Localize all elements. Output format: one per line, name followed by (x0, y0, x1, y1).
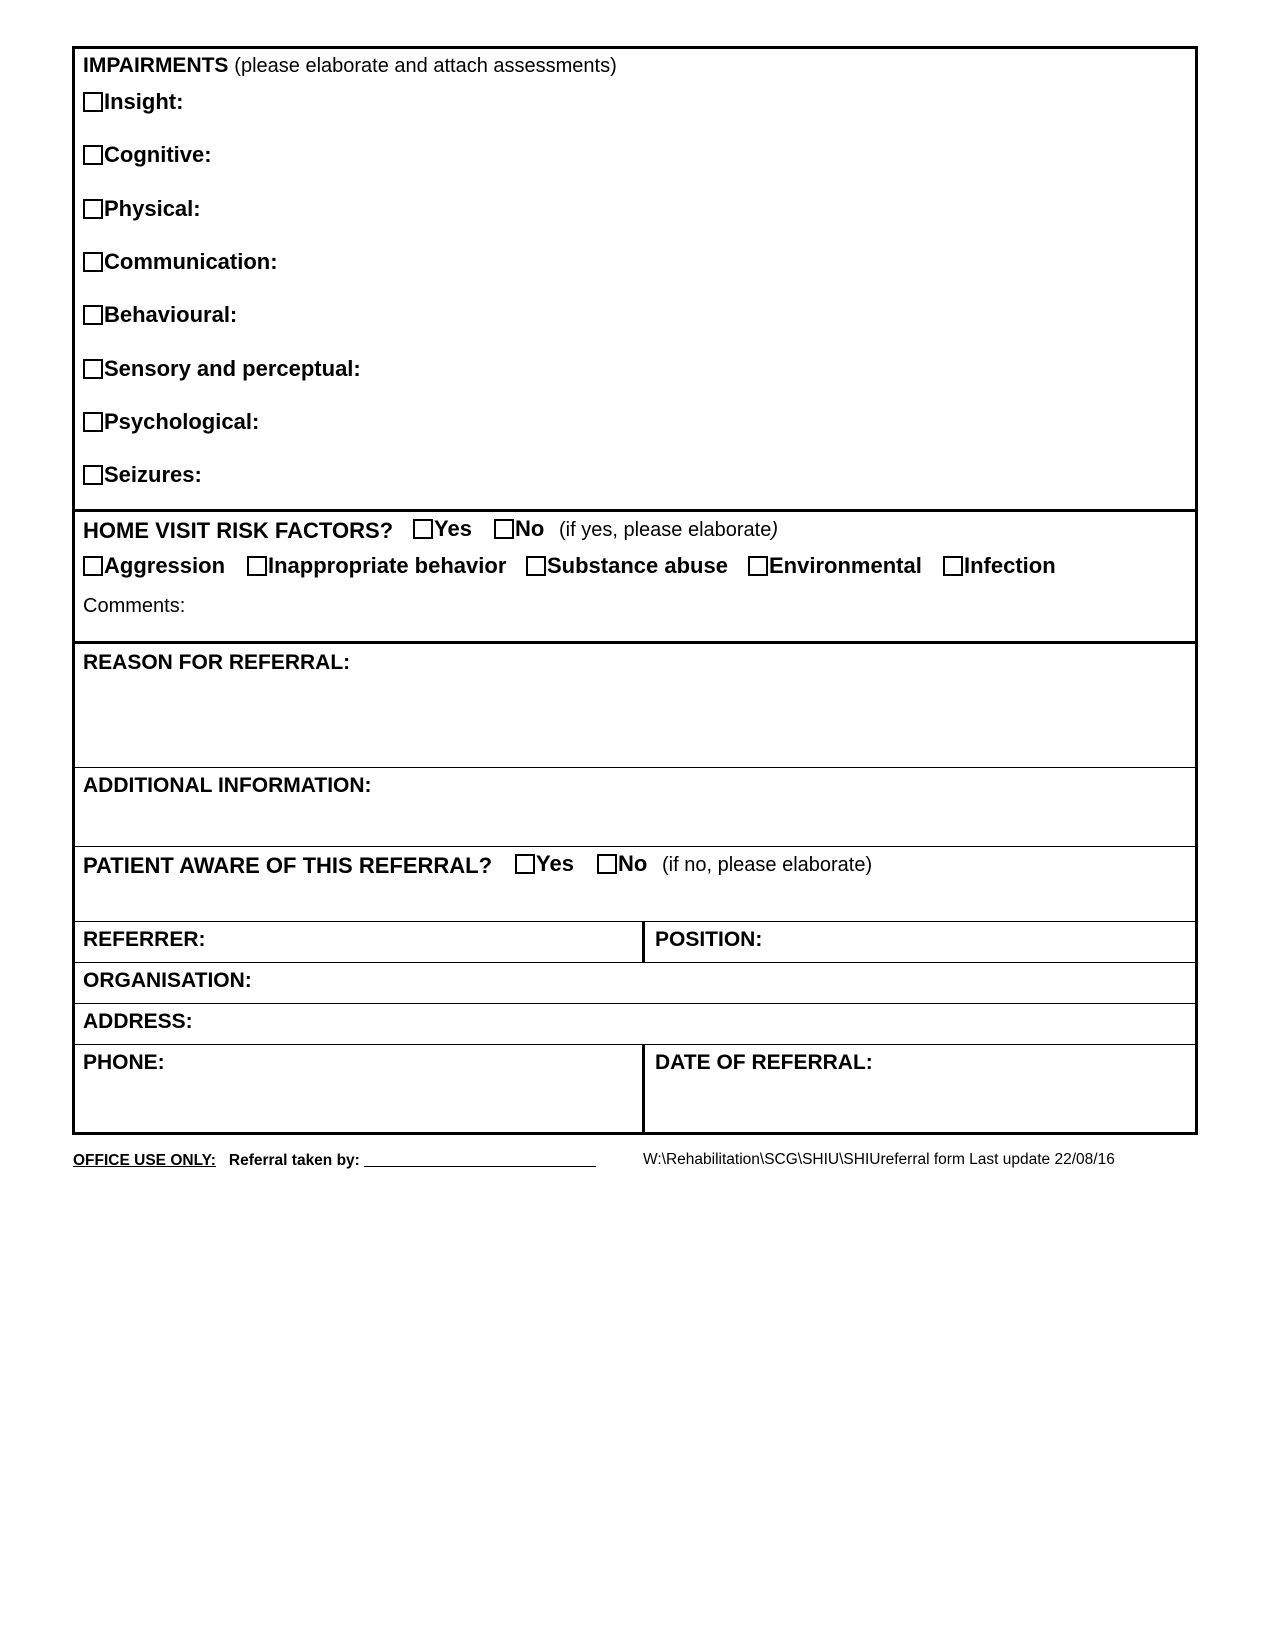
substance-abuse-label: Substance abuse (547, 553, 728, 578)
taken-by-label: Referral taken by: (228, 1152, 360, 1169)
aware-yes-option[interactable] (515, 853, 574, 875)
date-label: DATE OF REFERRAL: (655, 1051, 873, 1074)
aware-yes-label: Yes (536, 851, 574, 876)
risk-note-close: ) (771, 519, 779, 541)
risk-note-text: (if yes, please elaborate (559, 519, 772, 541)
physical-checkbox[interactable] (83, 199, 103, 219)
risk-factor-environmental[interactable] (748, 555, 922, 577)
reason-heading: REASON FOR REFERRAL: (83, 651, 351, 674)
impairment-communication[interactable] (83, 248, 278, 274)
referrer-row (75, 922, 1195, 963)
psychological-checkbox[interactable] (83, 412, 103, 432)
aware-no-label: No (618, 851, 648, 876)
communication-checkbox[interactable] (83, 252, 103, 272)
impairment-behavioural[interactable] (83, 304, 237, 326)
impairments-section (75, 49, 1195, 511)
impairments-heading (83, 55, 617, 76)
impairments-title: IMPAIRMENTS (83, 54, 229, 77)
impairment-cognitive[interactable] (83, 144, 212, 166)
risk-factor-infection[interactable] (943, 555, 1056, 577)
office-use-footer (73, 1152, 596, 1169)
inappropriate-behavior-label: Inappropriate behavior (268, 553, 507, 578)
aware-heading: PATIENT AWARE OF THIS REFERRAL? (83, 853, 493, 878)
environmental-checkbox[interactable] (748, 556, 768, 576)
cognitive-checkbox[interactable] (83, 145, 103, 165)
seizures-checkbox[interactable] (83, 465, 103, 485)
risk-no-option[interactable] (494, 518, 544, 540)
address-label: ADDRESS: (83, 1010, 193, 1033)
additional-section[interactable] (75, 768, 1195, 846)
risk-factor-aggression[interactable] (83, 555, 225, 577)
risk-no-checkbox[interactable] (494, 519, 514, 539)
physical-label: Physical: (104, 195, 201, 221)
substance-abuse-checkbox[interactable] (526, 556, 546, 576)
risk-no-label: No (515, 516, 545, 541)
aggression-label: Aggression (104, 553, 226, 578)
communication-label: Communication: (104, 248, 278, 274)
impairments-note: (please elaborate and attach assessments) (234, 55, 617, 77)
column-divider (642, 1045, 645, 1135)
risk-yes-label: Yes (434, 516, 472, 541)
aware-section (75, 847, 1195, 921)
impairment-sensory-perceptual[interactable] (83, 355, 361, 381)
aware-note: (if no, please elaborate) (662, 854, 873, 876)
risk-factor-inappropriate-behavior[interactable] (247, 555, 506, 577)
aggression-checkbox[interactable] (83, 556, 103, 576)
organisation-label: ORGANISATION: (83, 969, 252, 992)
file-path: W:\Rehabilitation\SCG\SHIU\SHIUreferral form Last update 22/08/16 (643, 1151, 1115, 1168)
inappropriate-behavior-checkbox[interactable] (247, 556, 267, 576)
infection-checkbox[interactable] (943, 556, 963, 576)
risk-section (75, 512, 1195, 643)
aware-no-option[interactable] (597, 853, 647, 875)
risk-note (559, 520, 778, 540)
cognitive-label: Cognitive: (104, 142, 212, 168)
behavioural-label: Behavioural: (104, 302, 238, 328)
environmental-label: Environmental (769, 553, 922, 578)
behavioural-checkbox[interactable] (83, 305, 103, 325)
phone-row (75, 1045, 1195, 1135)
psychological-label: Psychological: (104, 408, 260, 434)
risk-factor-substance-abuse[interactable] (526, 555, 728, 577)
sensory-perceptual-label: Sensory and perceptual: (104, 355, 361, 381)
impairment-insight[interactable] (83, 91, 183, 113)
sensory-perceptual-checkbox[interactable] (83, 359, 103, 379)
column-divider (642, 922, 645, 963)
position-label: POSITION: (655, 928, 763, 951)
office-use-label: OFFICE USE ONLY: (73, 1152, 216, 1169)
risk-heading: HOME VISIT RISK FACTORS? (83, 518, 394, 543)
organisation-row[interactable] (75, 963, 1195, 1004)
referral-form (72, 46, 1198, 1135)
risk-yes-option[interactable] (413, 518, 472, 540)
impairment-psychological[interactable] (83, 408, 260, 434)
address-row[interactable] (75, 1004, 1195, 1045)
reason-section[interactable] (75, 644, 1195, 767)
phone-label: PHONE: (83, 1051, 165, 1074)
infection-label: Infection (964, 553, 1056, 578)
impairment-seizures[interactable] (83, 464, 202, 486)
impairment-physical[interactable] (83, 195, 201, 221)
insight-label: Insight: (104, 89, 184, 114)
risk-yes-checkbox[interactable] (413, 519, 433, 539)
taken-by-blank[interactable] (364, 1152, 596, 1167)
aware-yes-checkbox[interactable] (515, 854, 535, 874)
aware-no-checkbox[interactable] (597, 854, 617, 874)
seizures-label: Seizures: (104, 462, 202, 488)
referrer-label: REFERRER: (83, 928, 206, 951)
comments-label: Comments: (83, 595, 186, 617)
insight-checkbox[interactable] (83, 92, 103, 112)
additional-heading: ADDITIONAL INFORMATION: (83, 774, 372, 797)
